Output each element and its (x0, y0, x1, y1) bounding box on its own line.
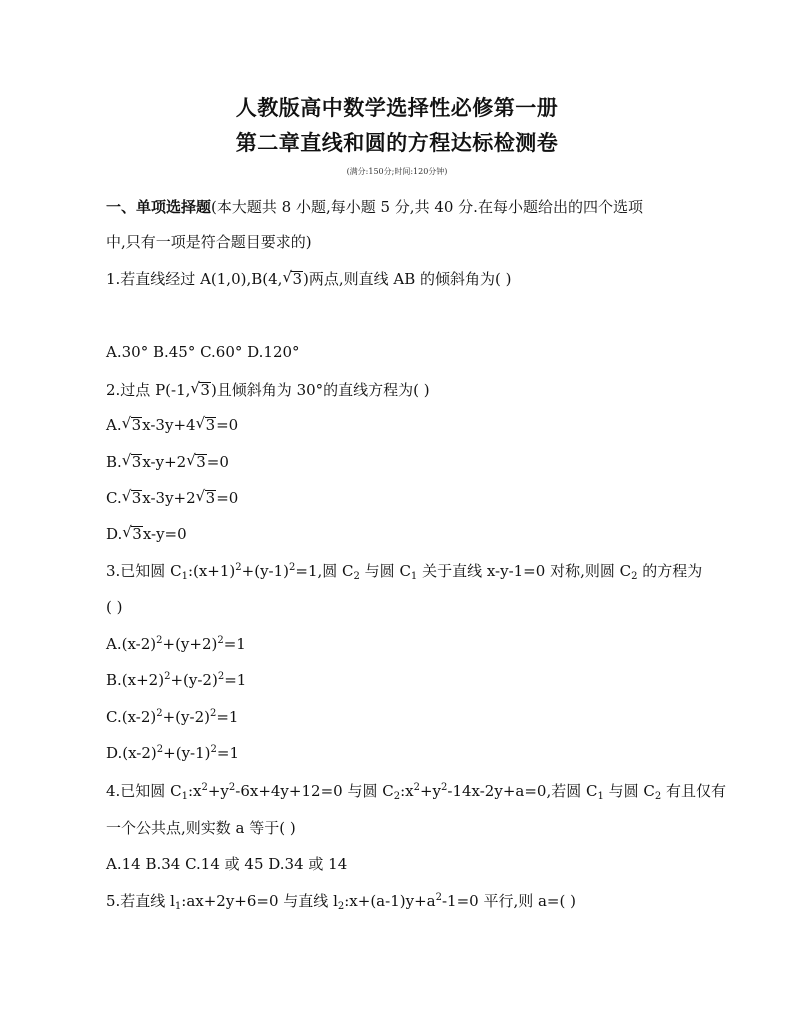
sqrt-symbol: √ 3 (282, 268, 303, 290)
section-1-intro-line2: 中,只有一项是符合题目要求的) (106, 233, 312, 251)
section-1-heading: 一、单项选择题 (106, 198, 212, 216)
question-4: 4.已知圆 $C_1:x^2+y^2-6x+4y+12=0$ 与圆 $C_2:x^2+y^2-14x-2y+a=0$,若圆 $C_1$ 与圆 $C_2$ 有且仅有 (106, 782, 727, 802)
question-3-option-c: $C.(x-2)^2+(y-2)^2=1$ (106, 708, 239, 726)
question-3: 3.已知圆 $C_1:(x+1)^2+(y-1)^2=1$,圆 $C_2$ 与圆 $C_1$ 关于直线 x-y-1=0 对称,则圆 $C_2$ 的方程为 (106, 562, 703, 582)
question-2-option-b: B.√ 3x-y+2√ 3=0 (106, 451, 706, 473)
question-3-paren: ( ) (106, 598, 123, 616)
question-3-option-a: $A.(x-2)^2+(y+2)^2=1$ (106, 635, 246, 653)
sqrt-symbol: √ 3 (196, 487, 217, 509)
score-time-note: (满分:150分;时间:120分钟) (346, 167, 448, 176)
sqrt-symbol: √ 3 (122, 451, 143, 473)
sqrt-symbol: √ 3 (122, 414, 143, 436)
question-2-option-a: A.√ 3x-3y+4√ 3=0 (106, 414, 706, 436)
question-1-options: A.30° B.45° C.60° D.120° (106, 343, 300, 361)
title-line-1: 人教版高中数学选择性必修第一册 (235, 96, 559, 120)
sqrt-symbol: √ 3 (190, 379, 211, 401)
question-4-line2: 一个公共点,则实数 a 等于( ) (106, 819, 296, 837)
question-4-options: A.14 B.34 C.14 或 45 D.34 或 14 (106, 855, 348, 873)
sqrt-symbol: √ 3 (196, 414, 217, 436)
question-2-option-c: C.√ 3x-3y+2√ 3=0 (106, 487, 706, 509)
question-3-option-b: $B.(x+2)^2+(y-2)^2=1$ (106, 671, 247, 689)
title-line-2: 第二章直线和圆的方程达标检测卷 (235, 131, 559, 155)
section-1-intro (106, 196, 706, 218)
sqrt-symbol: √ 3 (122, 487, 143, 509)
question-2-text-end: )且倾斜角为 30°的直线方程为( ) (210, 381, 430, 399)
section-1-intro-text: (本大题共 8 小题,每小题 5 分,共 40 分.在每小题给出的四个选项 (211, 198, 643, 216)
question-2-text: 2.过点 P(-1, (106, 381, 191, 399)
question-3-option-d: $D.(x-2)^2+(y-1)^2=1$ (106, 744, 240, 762)
sqrt-symbol: √ 3 (122, 523, 143, 545)
question-1-text: 1.若直线经过 A(1,0),B(4, (106, 270, 283, 288)
question-5: 5.若直线 $l_1:ax+2y+6=0$ 与直线 $l_2:x+(a-1)y+a^2-1=0$ 平行,则 a=( ) (106, 892, 576, 912)
sqrt-symbol: √ 3 (186, 451, 207, 473)
question-1-text-end: )两点,则直线 AB 的倾斜角为( ) (302, 270, 512, 288)
question-1 (106, 268, 706, 290)
question-2 (106, 379, 706, 401)
question-2-option-d: D.√ 3x-y=0 (106, 523, 706, 545)
